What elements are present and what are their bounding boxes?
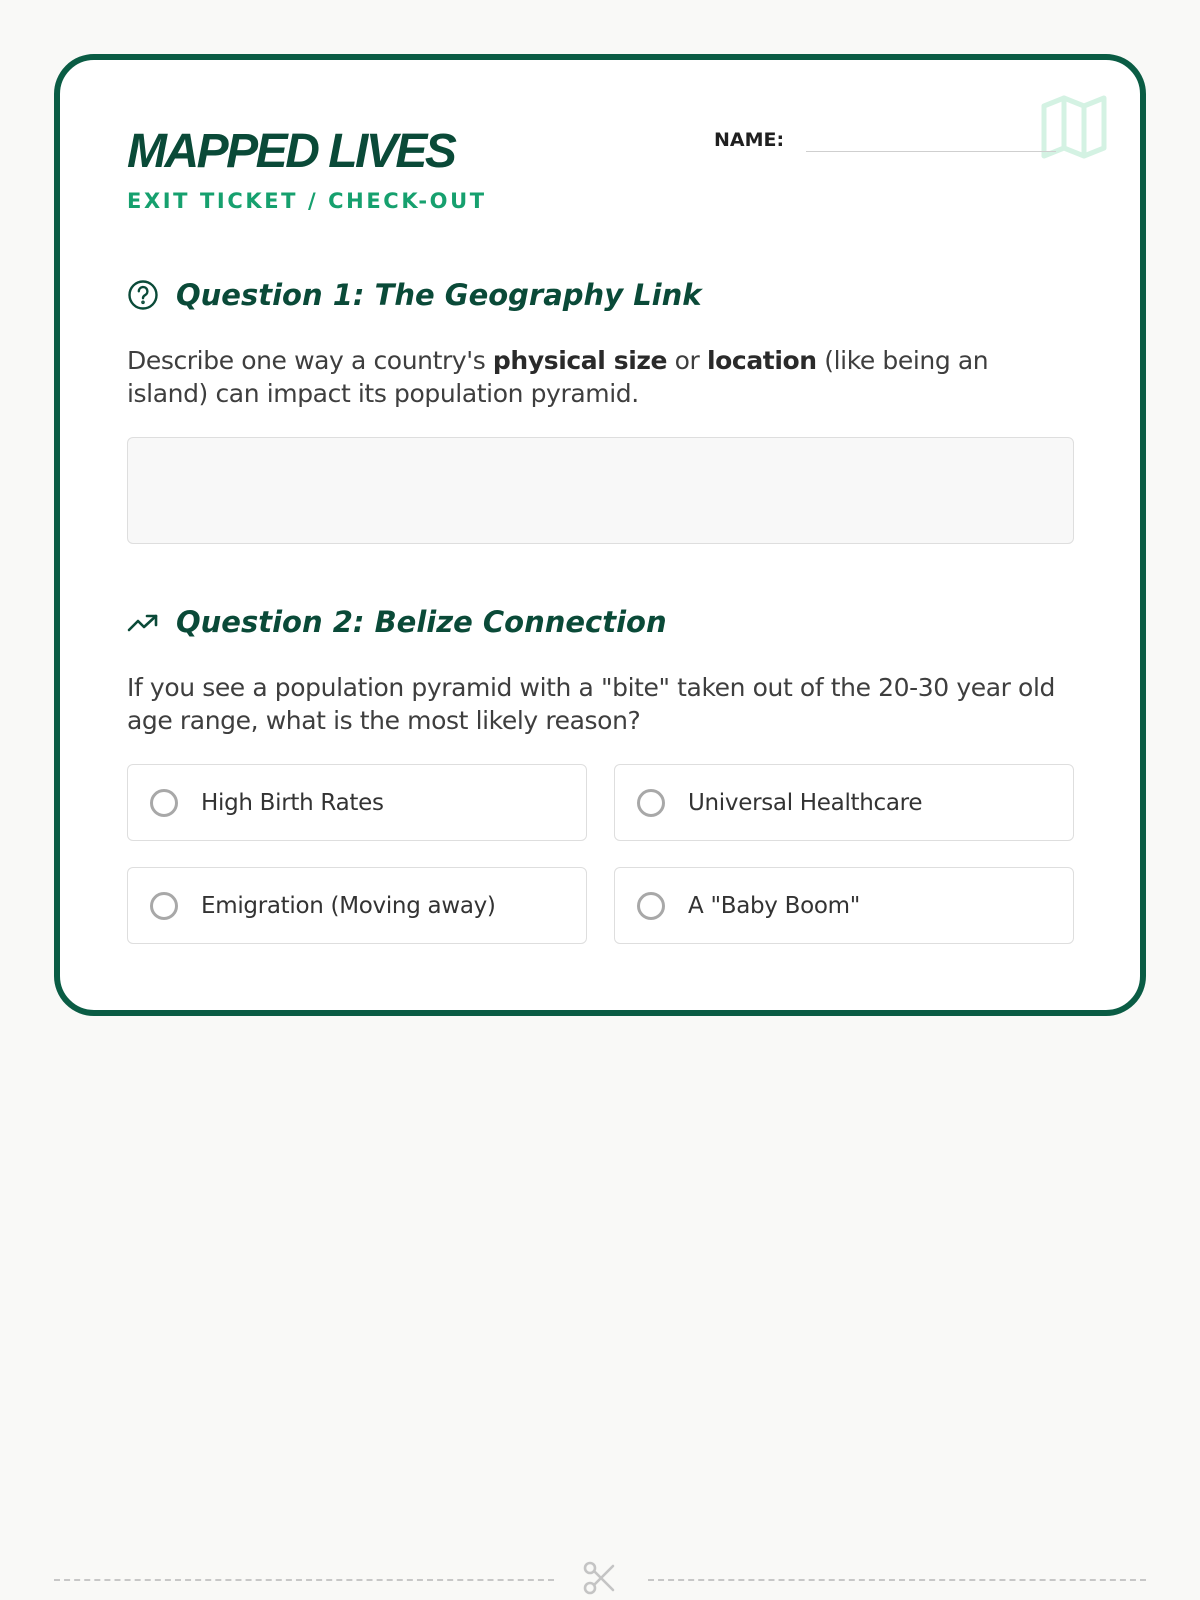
trending-up-icon (127, 606, 159, 638)
brand-subtitle: EXIT TICKET / CHECK-OUT (127, 189, 487, 213)
emphasis-physical-size: physical size (492, 346, 668, 375)
question-1-title: Question 1: The Geography Link (176, 278, 702, 312)
question-2-heading (127, 601, 667, 643)
question-1-heading (127, 274, 702, 316)
radio-button[interactable] (150, 892, 178, 920)
question-1-answer-box[interactable] (127, 437, 1074, 544)
question-2-text: If you see a population pyramid with a "bite" taken out of the 20-30 year old age range, what is the most likely reason? (127, 673, 1055, 735)
question-2-title: Question 2: Belize Connection (176, 605, 667, 639)
name-input-line[interactable] (806, 151, 1056, 152)
option-universal-healthcare[interactable] (614, 764, 1074, 841)
option-high-birth-rates[interactable] (127, 764, 587, 841)
brand-title: MAPPED LIVES (127, 125, 455, 178)
radio-button[interactable] (637, 892, 665, 920)
option-label: High Birth Rates (201, 789, 384, 816)
option-label: A "Baby Boom" (688, 892, 861, 919)
option-baby-boom[interactable] (614, 867, 1074, 944)
radio-button[interactable] (150, 789, 178, 817)
cut-line-right (648, 1579, 1146, 1581)
option-label: Emigration (Moving away) (201, 892, 496, 919)
question-1-text: Describe one way a country's physical size or location (like being an island) can impact its population pyramid. (127, 346, 989, 408)
radio-button[interactable] (637, 789, 665, 817)
help-circle-icon (127, 279, 159, 311)
scissors-icon (582, 1560, 618, 1596)
option-label: Universal Healthcare (688, 789, 923, 816)
cut-line-left (54, 1579, 554, 1581)
emphasis-location: location (706, 346, 817, 375)
name-label: NAME: (714, 129, 785, 151)
option-emigration[interactable] (127, 867, 587, 944)
